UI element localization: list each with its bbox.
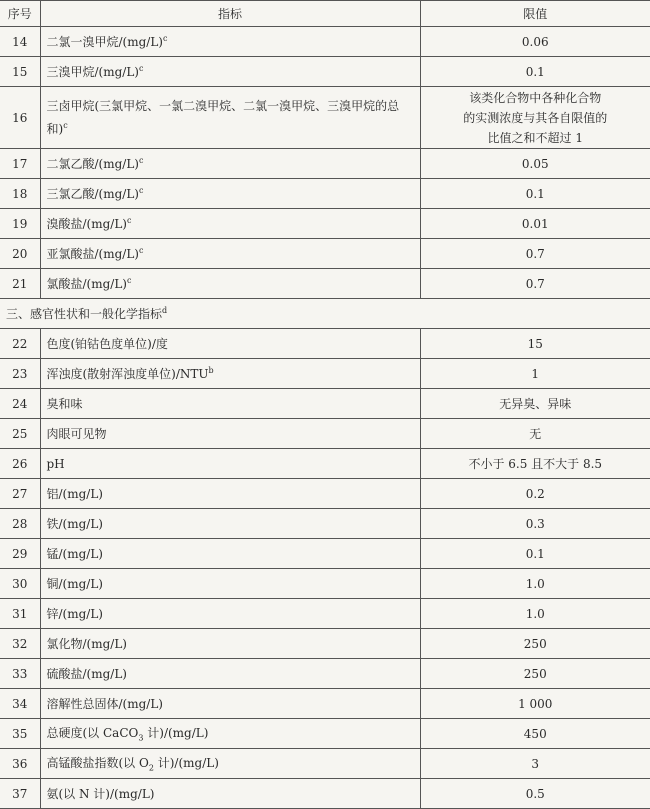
table-row [0, 359, 650, 389]
row-number: 37 [0, 779, 40, 809]
row-number: 24 [0, 389, 40, 419]
indicator-cell: 锌/(mg/L) [40, 599, 420, 629]
row-number: 20 [0, 239, 40, 269]
row-number: 28 [0, 509, 40, 539]
row-number: 32 [0, 629, 40, 659]
indicator-cell: 亚氯酸盐$/(mg/L)^c$ [40, 239, 420, 269]
table-row [0, 719, 650, 749]
limit-cell: 0.1 [420, 539, 650, 569]
limit-cell: 1 000 [420, 689, 650, 719]
indicator-cell: 二氯一溴甲烷$/(mg/L)^c$ [40, 27, 420, 57]
limit-cell: 该类化合物中各种化合物 的实测浓度与其各自限值的 比值之和不超过 1 [420, 87, 650, 149]
indicator-cell: 硫酸盐/(mg/L) [40, 659, 420, 689]
limit-cell: 250 [420, 629, 650, 659]
section-title: 三、感官性状和一般化学指标$^d$ [0, 299, 650, 329]
table-row [0, 749, 650, 779]
limit-cell: 0.7 [420, 239, 650, 269]
header-indicator: 指标 [40, 1, 420, 27]
limit-cell: 0.01 [420, 209, 650, 239]
limit-cell: 3 [420, 749, 650, 779]
indicator-cell: 浑浊度(散射浑浊度单位)/NTU$^b$ [40, 359, 420, 389]
header-no: 序号 [0, 1, 40, 27]
indicator-cell: 氯化物/(mg/L) [40, 629, 420, 659]
indicator-cell: 三溴甲烷$/(mg/L)^c$ [40, 57, 420, 87]
table-row [0, 419, 650, 449]
header-row [0, 1, 650, 27]
table-row [0, 449, 650, 479]
table-row [0, 569, 650, 599]
table-row [0, 209, 650, 239]
table-row [0, 329, 650, 359]
indicator-cell: 氯酸盐$/(mg/L)^c$ [40, 269, 420, 299]
table-row [0, 629, 650, 659]
indicator-cell: 铝/(mg/L) [40, 479, 420, 509]
limit-cell: 0.1 [420, 57, 650, 87]
indicator-cell: 三氯乙酸$/(mg/L)^c$ [40, 179, 420, 209]
row-number: 31 [0, 599, 40, 629]
table-row [0, 509, 650, 539]
indicator-cell: 溶解性总固体/(mg/L) [40, 689, 420, 719]
limit-cell: 450 [420, 719, 650, 749]
limit-cell: 1.0 [420, 599, 650, 629]
indicator-cell: 色度(铂钴色度单位)/度 [40, 329, 420, 359]
row-number: 15 [0, 57, 40, 87]
row-number: 34 [0, 689, 40, 719]
table-row [0, 87, 650, 149]
indicator-cell: 臭和味 [40, 389, 420, 419]
table-row [0, 269, 650, 299]
row-number: 25 [0, 419, 40, 449]
table-row [0, 179, 650, 209]
row-number: 21 [0, 269, 40, 299]
indicator-cell: 铜/(mg/L) [40, 569, 420, 599]
limit-cell: 无异臭、异味 [420, 389, 650, 419]
row-number: 17 [0, 149, 40, 179]
table-row [0, 599, 650, 629]
indicator-cell: 总硬度(以 CaCO$_3$ 计)/(mg/L) [40, 719, 420, 749]
table-row [0, 659, 650, 689]
row-number: 30 [0, 569, 40, 599]
limit-cell: 0.1 [420, 179, 650, 209]
indicator-cell: pH [40, 449, 420, 479]
header-limit: 限值 [420, 1, 650, 27]
table-row [0, 389, 650, 419]
limit-cell: 15 [420, 329, 650, 359]
indicator-cell: 氨(以 N 计)/(mg/L) [40, 779, 420, 809]
table-row [0, 479, 650, 509]
limit-cell: 不小于 6.5 且不大于 8.5 [420, 449, 650, 479]
limit-cell: 0.3 [420, 509, 650, 539]
table-row [0, 57, 650, 87]
row-number: 36 [0, 749, 40, 779]
row-number: 33 [0, 659, 40, 689]
limit-cell: 0.05 [420, 149, 650, 179]
row-number: 29 [0, 539, 40, 569]
row-number: 14 [0, 27, 40, 57]
row-number: 23 [0, 359, 40, 389]
limit-cell: 1 [420, 359, 650, 389]
limit-cell: 1.0 [420, 569, 650, 599]
limit-cell: 250 [420, 659, 650, 689]
limit-cell: 0.5 [420, 779, 650, 809]
limit-cell: 0.7 [420, 269, 650, 299]
limit-cell: 无 [420, 419, 650, 449]
limit-cell: 0.2 [420, 479, 650, 509]
indicator-cell: 溴酸盐$/(mg/L)^c$ [40, 209, 420, 239]
table-row [0, 27, 650, 57]
table-row [0, 239, 650, 269]
row-number: 35 [0, 719, 40, 749]
section-header-row [0, 299, 650, 329]
indicator-cell: 高锰酸盐指数(以 $O_2$ 计)/(mg/L) [40, 749, 420, 779]
indicator-cell: 肉眼可见物 [40, 419, 420, 449]
table-row [0, 539, 650, 569]
table-row [0, 779, 650, 809]
indicator-cell: 铁/(mg/L) [40, 509, 420, 539]
row-number: 22 [0, 329, 40, 359]
row-number: 27 [0, 479, 40, 509]
row-number: 16 [0, 87, 40, 149]
table-row [0, 689, 650, 719]
row-number: 19 [0, 209, 40, 239]
indicator-cell: 三卤甲烷(三氯甲烷、一氯二溴甲烷、二氯一溴甲烷、三溴甲烷的总和)$^c$ [40, 87, 420, 149]
table-row [0, 149, 650, 179]
indicator-cell: 二氯乙酸$/(mg/L)^c$ [40, 149, 420, 179]
row-number: 18 [0, 179, 40, 209]
indicator-cell: 锰/(mg/L) [40, 539, 420, 569]
row-number: 26 [0, 449, 40, 479]
limit-cell: 0.06 [420, 27, 650, 57]
